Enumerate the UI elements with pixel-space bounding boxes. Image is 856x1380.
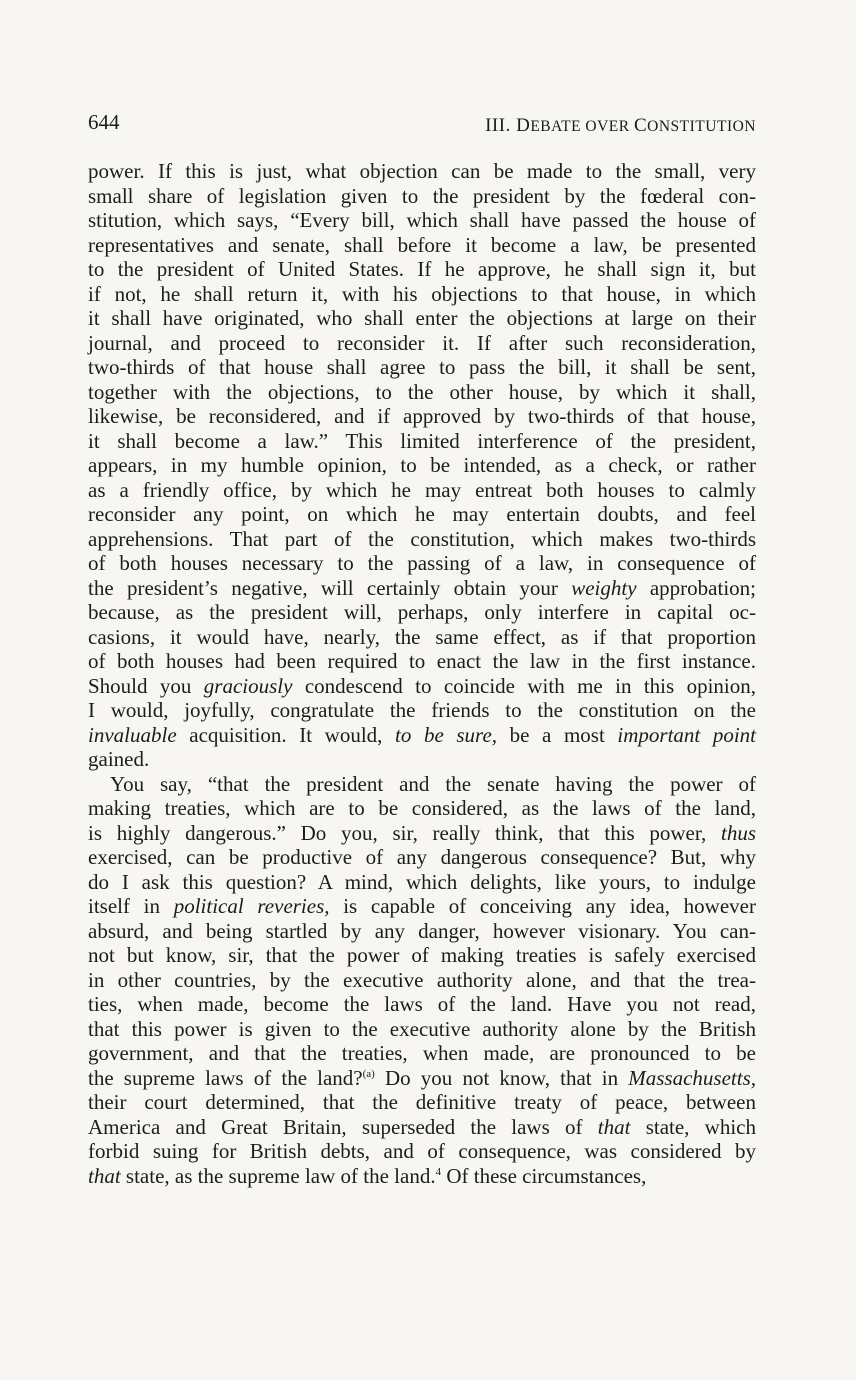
text-line xyxy=(88,870,756,895)
text-segment: reconsider any point, on which he may entertain doubts, and feel xyxy=(88,502,756,526)
text-segment: Do you not know, that in xyxy=(374,1065,629,1090)
text-line xyxy=(88,306,756,331)
text-line xyxy=(88,184,756,209)
italic-text: invaluable xyxy=(88,722,177,747)
text-segment: making treaties, which are to be considered, as the laws of the land, xyxy=(88,796,756,820)
text-segment: that this power is given to the executive authority alone by the British xyxy=(88,1016,756,1041)
text-line xyxy=(88,1164,756,1189)
text-line xyxy=(88,355,756,380)
text-line xyxy=(88,404,756,429)
text-segment: be a most xyxy=(497,722,618,747)
text-line xyxy=(88,429,756,454)
text-segment: appears, in my humble opinion, to be intended, as a check, or rather xyxy=(88,453,756,477)
text-segment: to the president of United States. If he approve, he shall sign it, but xyxy=(88,257,756,281)
text-segment: the supreme laws of the land? xyxy=(88,1065,363,1090)
text-segment: because, as the president will, perhaps, only interfere in capital oc- xyxy=(88,600,756,624)
text-segment: as a friendly office, by which he may entreat both houses to calmly xyxy=(88,477,756,502)
text-line xyxy=(88,1139,756,1164)
text-segment: America and Great Britain, superseded the laws of xyxy=(88,1114,598,1139)
text-segment: acquisition. It would, xyxy=(176,722,396,747)
text-segment: condescend to coincide with me in this opinion, xyxy=(292,673,756,698)
text-segment: itself in xyxy=(88,894,174,918)
text-line xyxy=(88,576,756,601)
italic-text: thus xyxy=(720,820,756,845)
text-line xyxy=(88,380,756,405)
text-segment: it shall become a law.” This limited interference of the president, xyxy=(88,428,756,453)
italic-text: political reveries, xyxy=(173,894,330,918)
text-segment: state, as the supreme law of the land. xyxy=(120,1163,436,1188)
text-line xyxy=(88,527,756,552)
italic-text: graciously xyxy=(203,673,293,698)
text-line xyxy=(88,772,756,797)
text-segment: small share of legislation given to the president by the fœderal con- xyxy=(88,183,756,208)
body-text xyxy=(88,159,756,1188)
text-line xyxy=(88,331,756,356)
text-segment: stitution, which says, “Every bill, which shall have passed the house of xyxy=(88,208,756,232)
text-segment: representatives and senate, shall before it become a law, be presented xyxy=(88,232,756,257)
italic-text: that xyxy=(88,1163,121,1188)
text-line xyxy=(88,943,756,968)
footnote-marker: (a) xyxy=(362,1067,375,1080)
text-line xyxy=(88,453,756,478)
italic-text: important point xyxy=(617,722,757,747)
italic-text: that xyxy=(597,1114,631,1139)
italic-text: to be sure, xyxy=(395,722,498,747)
text-line xyxy=(88,478,756,503)
text-line xyxy=(88,821,756,846)
text-line xyxy=(88,159,756,184)
text-segment: two-thirds of that house shall agree to pass the bill, it shall be sent, xyxy=(88,355,756,379)
text-segment: is capable of conceiving any idea, however xyxy=(329,894,756,918)
text-segment: is highly dangerous.” Do you, sir, really think, that this power, xyxy=(88,820,721,845)
text-segment: government, and that the treaties, when made, are pronounced to be xyxy=(88,1041,756,1065)
text-segment: together with the objections, to the other house, by which it shall, xyxy=(88,379,756,404)
text-line xyxy=(88,845,756,870)
text-line xyxy=(88,747,756,772)
text-line xyxy=(88,600,756,625)
text-line xyxy=(88,919,756,944)
text-line xyxy=(88,625,756,650)
text-segment: the president’s negative, will certainly obtain your xyxy=(88,575,572,600)
text-segment: You say, “that the president and the senate having the power of xyxy=(110,771,756,796)
text-segment: state, which xyxy=(630,1114,756,1139)
italic-text: weighty xyxy=(571,575,637,600)
text-line xyxy=(88,698,756,723)
text-segment: of both houses necessary to the passing of a law, in consequence of xyxy=(88,551,756,575)
text-segment: not but know, sir, that the power of making treaties is safely exercised xyxy=(88,943,756,967)
text-segment: forbid suing for British debts, and of consequence, was considered by xyxy=(88,1139,756,1163)
text-line xyxy=(88,208,756,233)
text-segment: I would, joyfully, congratulate the friends to the constitution on the xyxy=(88,698,756,722)
text-line xyxy=(88,1115,756,1140)
text-line xyxy=(88,257,756,282)
text-line xyxy=(88,1041,756,1066)
page-header xyxy=(88,110,756,140)
text-line xyxy=(88,894,756,919)
text-segment: gained. xyxy=(88,747,150,771)
text-segment: exercised, can be productive of any dangerous consequence? But, why xyxy=(88,845,756,869)
text-segment: do I ask this question? A mind, which delights, like yours, to indulge xyxy=(88,869,756,894)
text-line xyxy=(88,233,756,258)
text-line xyxy=(88,796,756,821)
text-segment: Of these circumstances, xyxy=(441,1163,647,1188)
text-line xyxy=(88,1017,756,1042)
text-line xyxy=(88,502,756,527)
text-line xyxy=(88,649,756,674)
italic-text: Massachusetts, xyxy=(628,1065,756,1090)
text-segment: casions, it would have, nearly, the same effect, as if that proportion xyxy=(88,624,756,649)
text-line xyxy=(88,968,756,993)
footnote-marker: 4 xyxy=(435,1165,442,1178)
running-head: III. DEBATE OVER CONSTITUTION xyxy=(485,115,756,136)
text-segment: likewise, be reconsidered, and if approved by two-thirds of that house, xyxy=(88,404,756,428)
text-segment: power. If this is just, what objection can be made to the small, very xyxy=(88,159,756,183)
text-segment: Should you xyxy=(88,673,204,698)
text-line xyxy=(88,551,756,576)
text-segment: it shall have originated, who shall enter the objections at large on their xyxy=(88,306,756,330)
text-segment: if not, he shall return it, with his objections to that house, in which xyxy=(88,281,756,306)
text-segment: approbation; xyxy=(636,575,756,600)
text-segment: their court determined, that the definitive treaty of peace, between xyxy=(88,1090,756,1114)
text-segment: in other countries, by the executive authority alone, and that the trea- xyxy=(88,967,756,992)
text-line xyxy=(88,1066,756,1091)
page-number: 644 xyxy=(88,110,120,134)
text-segment: absurd, and being startled by any danger, however visionary. You can- xyxy=(88,918,756,943)
text-line xyxy=(88,992,756,1017)
text-segment: ties, when made, become the laws of the land. Have you not read, xyxy=(88,992,756,1016)
text-line xyxy=(88,674,756,699)
text-line xyxy=(88,282,756,307)
text-line xyxy=(88,723,756,748)
text-segment: of both houses had been required to enact the law in the first instance. xyxy=(88,649,756,673)
text-line xyxy=(88,1090,756,1115)
text-segment: apprehensions. That part of the constitution, which makes two-thirds xyxy=(88,526,756,551)
text-segment: journal, and proceed to reconsider it. If after such reconsideration, xyxy=(88,330,756,355)
